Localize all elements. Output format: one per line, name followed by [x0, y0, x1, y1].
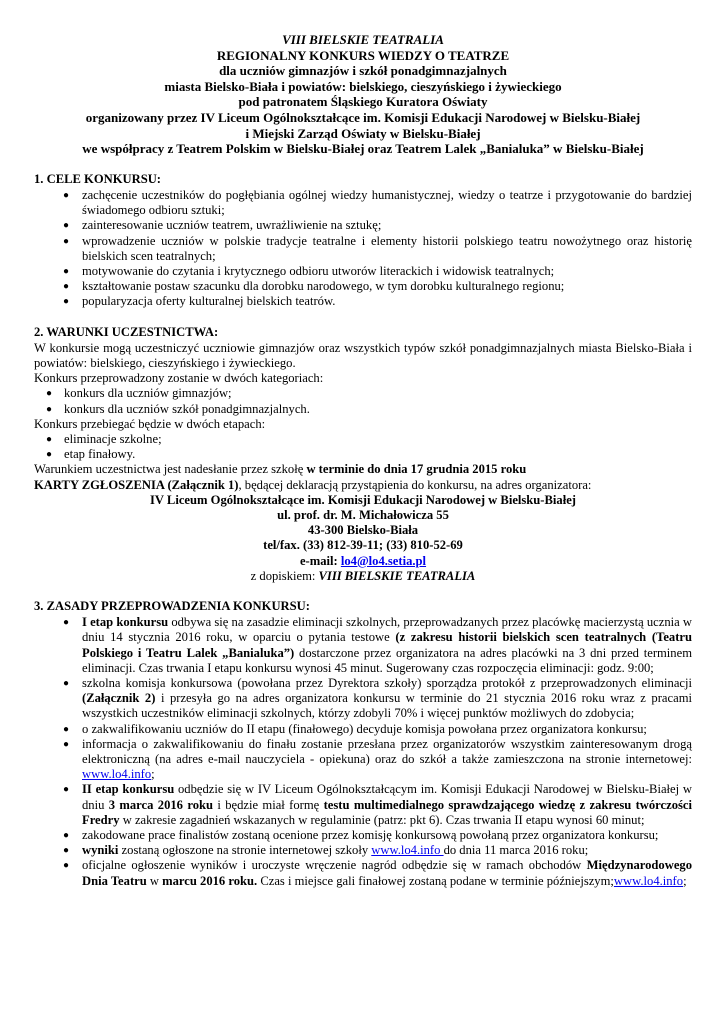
address-email: e-mail: lo4@lo4.setia.pl	[299, 553, 427, 568]
application-form-note: KARTY ZGŁOSZENIA (Załącznik 1), będącej deklaracją przystąpienia do konkursu, na adres organizatora:	[34, 477, 592, 492]
website-link[interactable]: www.lo4.info	[371, 843, 444, 858]
document-page	[34, 32, 692, 889]
stages-intro: Konkurs przebiegać będzie w dwóch etapach:	[34, 416, 266, 431]
categories-intro: Konkurs przeprowadzony zostanie w dwóch kategoriach:	[34, 371, 324, 386]
organizer-address	[34, 493, 692, 569]
bullet-icon: ●	[63, 617, 70, 629]
website-link[interactable]: www.lo4.info	[82, 767, 152, 782]
bullet-icon: ●	[63, 265, 70, 277]
header-contest-name: REGIONALNY KONKURS WIEDZY O TEATRZE	[216, 47, 510, 63]
list-item: ● zainteresowanie uczniów teatrem, uwrażliwienie na sztukę;	[63, 218, 382, 233]
list-item: ● popularyzacja oferty kulturalnej bielskich teatrów.	[63, 294, 336, 309]
header-patronage: pod patronatem Śląskiego Kuratora Oświaty	[238, 94, 488, 110]
list-item: ● II etap konkursu odbędzie się w IV Liceum Ogólnokształcącym im. Komisji Edukacji Narodowej w Bielsku-Białej w dniu 3 marca 2016 roku i będzie miał formę testu multimedialnego sprawdzającego wiedzę z zakresu twórczości Fredry w zakresie zagadnień wskazanych w regulaminie (patrz: pkt 6). Czas trwania II etapu wynosi 60 minut;	[63, 782, 692, 827]
section-1-list	[34, 188, 692, 310]
header-organizer: organizowany przez IV Liceum Ogólnokształcące im. Komisji Edukacji Narodowej w Bielsku-Białej	[85, 109, 641, 125]
address-school: IV Liceum Ogólnokształcące im. Komisji Edukacji Narodowej w Bielsku-Białej	[150, 492, 576, 507]
list-item: ● oficjalne ogłoszenie wyników i uroczyste wręczenie nagród odbędzie się w ramach obchodów Międzynarodowego Dnia Teatru w marcu 2016 roku. Czas i miejsce gali finałowej zostaną podane w terminie późniejszym;www.lo4.info;	[63, 858, 692, 888]
list-item: ● I etap konkursu odbywa się na zasadzie eliminacji szkolnych, przeprowadzanych przez placówkę macierzystą ucznia w dniu 14 stycznia 2016 roku, w oparciu o pytania testowe (z zakresu historii bielskich scen teatralnych (Teatru Polskiego i Teatru Lalek „Banialuka”) dostarczone przez organizatora na adres placówki na 3 dni przed terminem eliminacji. Czas trwania I etapu konkursu wynosi 45 minut. Sugerowany czas rozpoczęcia eliminacji: godz. 9:00;	[63, 615, 693, 675]
bullet-icon: ●	[63, 738, 70, 750]
bullet-icon: ●	[46, 403, 53, 415]
list-item: ● eliminacje szkolne;	[46, 432, 162, 446]
header-region: miasta Bielsko-Biała i powiatów: bielskiego, cieszyńskiego i żywieckiego	[164, 78, 562, 94]
section-3-list	[34, 615, 692, 889]
section-1-title: 1. CELE KONKURSU:	[34, 171, 162, 186]
list-item: ● konkurs dla uczniów gimnazjów;	[46, 386, 232, 401]
bullet-icon: ●	[46, 388, 53, 400]
section-2-title: 2. WARUNKI UCZESTNICTWA:	[34, 324, 219, 339]
list-item: ● zakodowane prace finalistów zostaną ocenione przez komisję konkursową powołaną przez organizatora konkursu;	[63, 828, 659, 843]
list-item: ● wyniki zostaną ogłoszone na stronie internetowej szkoły www.lo4.info do dnia 11 marca 2016 roku;	[63, 843, 589, 858]
participation-condition: Warunkiem uczestnictwa jest nadesłanie przez szkołę w terminie do dnia 17 grudnia 2015 roku	[34, 462, 527, 477]
list-item: ● kształtowanie postaw szacunku dla dorobku narodowego, w tym dorobku kulturalnego regionu;	[63, 279, 565, 294]
bullet-icon: ●	[63, 678, 70, 690]
list-item: ● wprowadzenie uczniów w polskie tradycje teatralne i elementy historii polskiego teatru nowożytnego oraz historię bielskich scen teatralnych;	[63, 233, 692, 263]
bullet-icon: ●	[63, 235, 70, 247]
bullet-icon: ●	[63, 220, 70, 232]
bullet-icon: ●	[63, 784, 70, 796]
bullet-icon: ●	[63, 845, 70, 857]
bullet-icon: ●	[63, 281, 70, 293]
header-audience: dla uczniów gimnazjów i szkół ponadgimnazjalnych	[219, 63, 507, 79]
section-3-title: 3. ZASADY PRZEPROWADZENIA KONKURSU:	[34, 599, 310, 614]
bullet-icon: ●	[46, 434, 53, 445]
bullet-icon: ●	[46, 449, 53, 461]
header-co-organizer: i Miejski Zarząd Oświaty w Bielsku-Białej	[245, 125, 481, 141]
document-header	[34, 32, 692, 157]
list-item: ● informacja o zakwalifikowaniu do finału zostanie przesłana przez organizatorów wszystkim zainteresowanym drogą elektroniczną (na adres e-mail nauczyciela - opiekuna) oraz do szkół a także zamieszczona na stronie internetowej: www.lo4.info;	[63, 736, 692, 782]
envelope-annotation: z dopiskiem: VIII BIELSKIE TEATRALIA	[250, 568, 476, 583]
list-item: ● o zakwalifikowaniu uczniów do II etapu (finałowego) decyduje komisja powołana przez organizatora konkursu;	[63, 721, 647, 736]
address-phone: tel/fax. (33) 812-39-11; (33) 810-52-69	[263, 538, 463, 553]
address-street: ul. prof. dr. M. Michałowicza 55	[277, 508, 449, 523]
list-item: ● konkurs dla uczniów szkół ponadgimnazjalnych.	[46, 401, 310, 416]
list-item: ● motywowanie do czytania i krytycznego odbioru utworów literackich i widowisk teatralnych;	[63, 263, 555, 278]
stages-list	[34, 432, 692, 462]
list-item: ● etap finałowy.	[46, 447, 136, 462]
bullet-icon: ●	[63, 860, 70, 872]
address-city: 43-300 Bielsko-Biała	[307, 523, 419, 538]
categories-list	[34, 386, 692, 416]
website-link[interactable]: www.lo4.info	[613, 873, 684, 888]
header-cooperation: we współpracy z Teatrem Polskim w Bielsku-Białej oraz Teatrem Lalek „Banialuka” w Bielsku-Białej	[82, 141, 644, 157]
bullet-icon: ●	[63, 830, 70, 842]
header-title: VIII BIELSKIE TEATRALIA	[282, 32, 444, 47]
section-2-intro: W konkursie mogą uczestniczyć uczniowie gimnazjów oraz wszystkich typów szkół ponadgimnazjalnych miasta Bielsko-Biała i powiatów: bielskiego, cieszyńskiego i żywieckiego.	[34, 340, 692, 370]
email-link[interactable]: lo4@lo4.setia.pl	[340, 553, 427, 568]
bullet-icon: ●	[63, 296, 70, 308]
list-item: ● szkolna komisja konkursowa (powołana przez Dyrektora szkoły) sporządza protokół z przeprowadzonych eliminacji (Załącznik 2) i przesyła go na adres organizatora konkursu w terminie do 21 stycznia 2016 roku wraz z pracami wszystkich uczestników eliminacji szkolnych, którzy zdobyli 70% i więcej punktów możliwych do zdobycia;	[63, 676, 692, 721]
bullet-icon: ●	[63, 189, 70, 201]
bullet-icon: ●	[63, 723, 70, 735]
list-item: ● zachęcenie uczestników do pogłębiania ogólnej wiedzy humanistycznej, wiedzy o teatrze i przygotowanie do bardziej świadomego odbioru sztuki;	[63, 187, 692, 218]
